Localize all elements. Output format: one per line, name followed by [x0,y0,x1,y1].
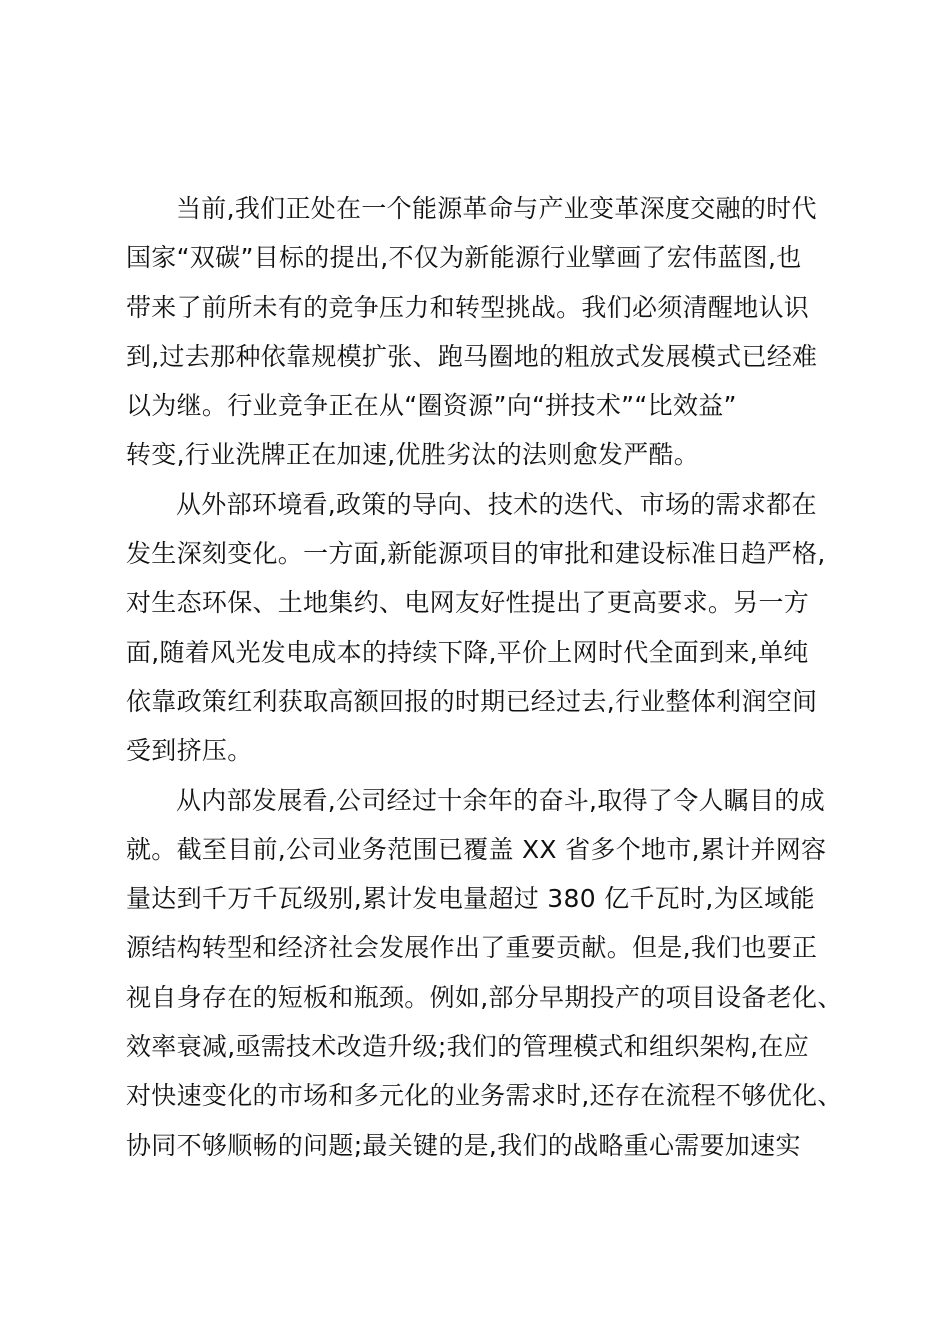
paragraph-3-line-5: 视自身存在的短板和瓶颈。例如,部分早期投产的项目设备老化、 [126,982,843,1012]
paragraph-3-line-6: 效率衰减,亟需技术改造升级;我们的管理模式和组织架构,在应 [126,1032,810,1062]
document-body [126,184,843,1170]
paragraph-2-line-3: 对生态环保、土地集约、电网友好性提出了更高要求。另一方 [126,588,810,618]
paragraph-1-line-6: 转变,行业洗牌正在加速,优胜劣汰的法则愈发严酷。 [126,440,700,470]
paragraph-1-line-3: 带来了前所未有的竞争压力和转型挑战。我们必须清醒地认识 [126,292,810,322]
paragraph-3-line-8: 协同不够顺畅的问题;最关键的是,我们的战略重心需要加速实 [126,1130,801,1160]
paragraph-3-line-1: 从内部发展看,公司经过十余年的奋斗,取得了令人瞩目的成 [176,785,825,815]
paragraph-1-line-1: 当前,我们正处在一个能源革命与产业变革深度交融的时代 [176,194,817,223]
paragraph-3-line-3: 量达到千万千瓦级别,累计发电量超过 380 亿千瓦时,为区域能 [126,884,815,914]
paragraph-3-line-2: 就。截至目前,公司业务范围已覆盖 XX 省多个地市,累计并网容 [126,834,827,864]
paragraph-1-line-5: 以为继。行业竞争正在从“圈资源”向“拼技术”“比效益” [126,391,737,421]
paragraph-2-line-6: 受到挤压。 [126,736,253,766]
paragraph-3-line-4: 源结构转型和经济社会发展作出了重要贡献。但是,我们也要正 [126,933,818,963]
paragraph-2-line-4: 面,随着风光发电成本的持续下降,平价上网时代全面到来,单纯 [126,637,809,667]
paragraph-2-line-1: 从外部环境看,政策的导向、技术的迭代、市场的需求都在 [176,489,817,519]
paragraph-1-line-4: 到,过去那种依靠规模扩张、跑马圈地的粗放式发展模式已经难 [126,341,818,371]
paragraph-2-line-5: 依靠政策红利获取高额回报的时期已经过去,行业整体利润空间 [126,686,818,716]
paragraph-1-line-2: 国家“双碳”目标的提出,不仅为新能源行业擘画了宏伟蓝图,也 [126,243,802,273]
paragraph-2-line-2: 发生深刻变化。一方面,新能源项目的审批和建设标准日趋严格, [126,539,826,569]
paragraph-3-line-7: 对快速变化的市场和多元化的业务需求时,还存在流程不够优化、 [126,1081,843,1111]
